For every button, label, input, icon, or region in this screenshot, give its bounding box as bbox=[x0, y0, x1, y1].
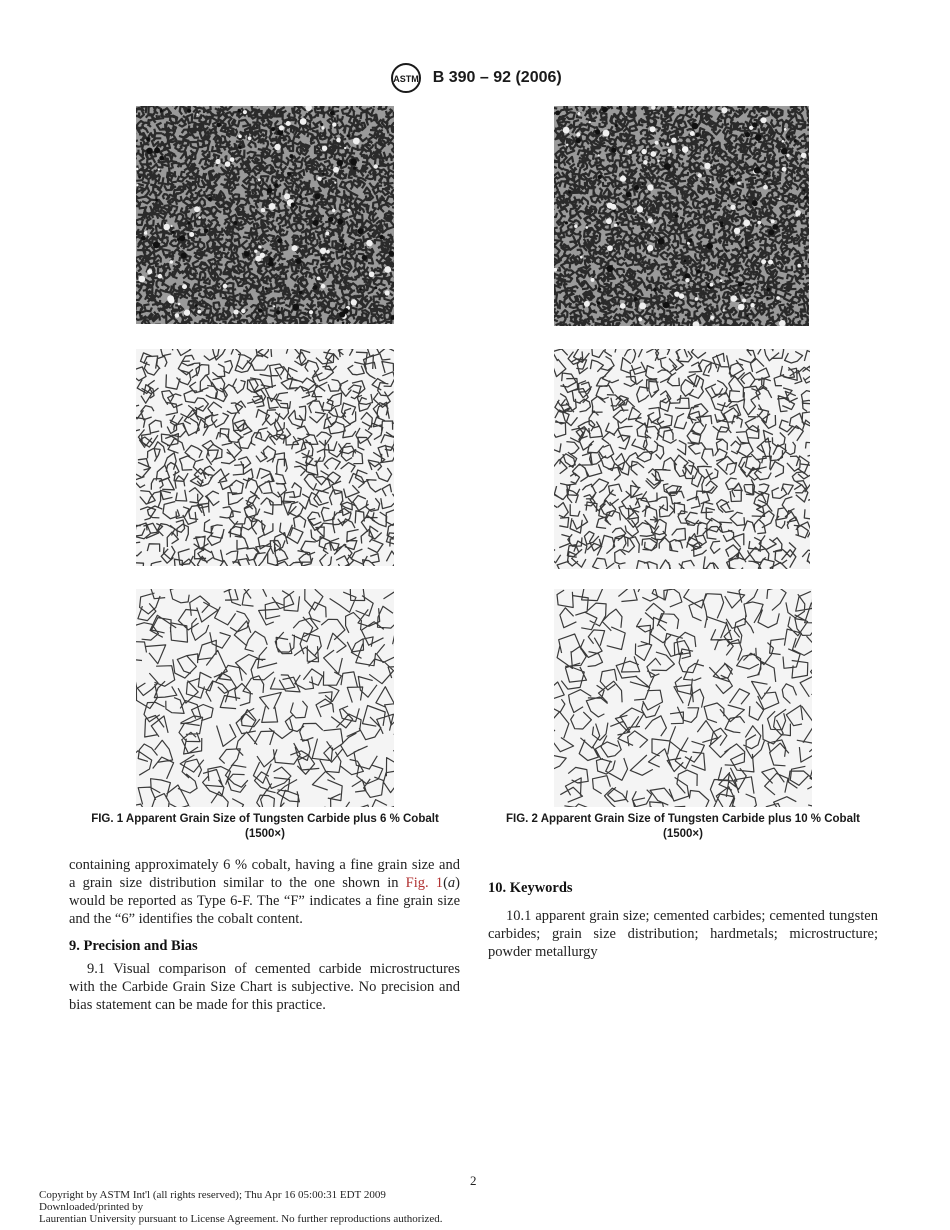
page-number: 2 bbox=[470, 1173, 477, 1188]
svg-text:ASTM: ASTM bbox=[393, 74, 420, 84]
fig1-link[interactable]: Fig. 1 bbox=[405, 875, 444, 891]
micrograph-fig2-c bbox=[554, 589, 812, 807]
micrograph-fig1-b bbox=[136, 349, 394, 566]
micrograph-fig2-b bbox=[554, 349, 810, 569]
section-10-heading: 10. Keywords bbox=[488, 880, 573, 896]
page-header bbox=[0, 62, 950, 94]
micrograph-fig1-a bbox=[136, 106, 394, 324]
standard-designation: B 390 – 92 (2006) bbox=[432, 69, 562, 86]
paragraph-type-designation: containing approximately 6 % cobalt, having a fine grain size and a grain size distribution similar to the one shown in Fig. 1(a) would be reported as Type 6-F. The “F” indicates a fine grain size and the “6” identifies the cobalt content. bbox=[69, 857, 460, 927]
figure-2-caption: FIG. 2 Apparent Grain Size of Tungsten Carbide plus 10 % Cobalt (1500×) bbox=[506, 813, 860, 840]
figure-1-caption: FIG. 1 Apparent Grain Size of Tungsten Carbide plus 6 % Cobalt (1500×) bbox=[91, 813, 439, 840]
copyright-footer: Copyright by ASTM Int'l (all rights reserved); Thu Apr 16 05:00:31 EDT 2009 Downloaded/printed by Laurentian University pursuant to License Agreement. No further reproductions authorized. bbox=[39, 1189, 443, 1225]
paragraph-10-1: 10.1 apparent grain size; cemented carbides; cemented tungsten carbides; grain size distribution; hardmetals; microstructure; powder metallurgy bbox=[488, 908, 878, 960]
micrograph-fig2-a bbox=[554, 106, 809, 326]
section-9-heading: 9. Precision and Bias bbox=[69, 938, 198, 954]
paragraph-9-1: 9.1 Visual comparison of cemented carbide microstructures with the Carbide Grain Size Chart is subjective. No precision and bias statement can be made for this practice. bbox=[69, 961, 460, 1013]
astm-logo bbox=[388, 62, 424, 94]
micrograph-fig1-c bbox=[136, 589, 394, 807]
